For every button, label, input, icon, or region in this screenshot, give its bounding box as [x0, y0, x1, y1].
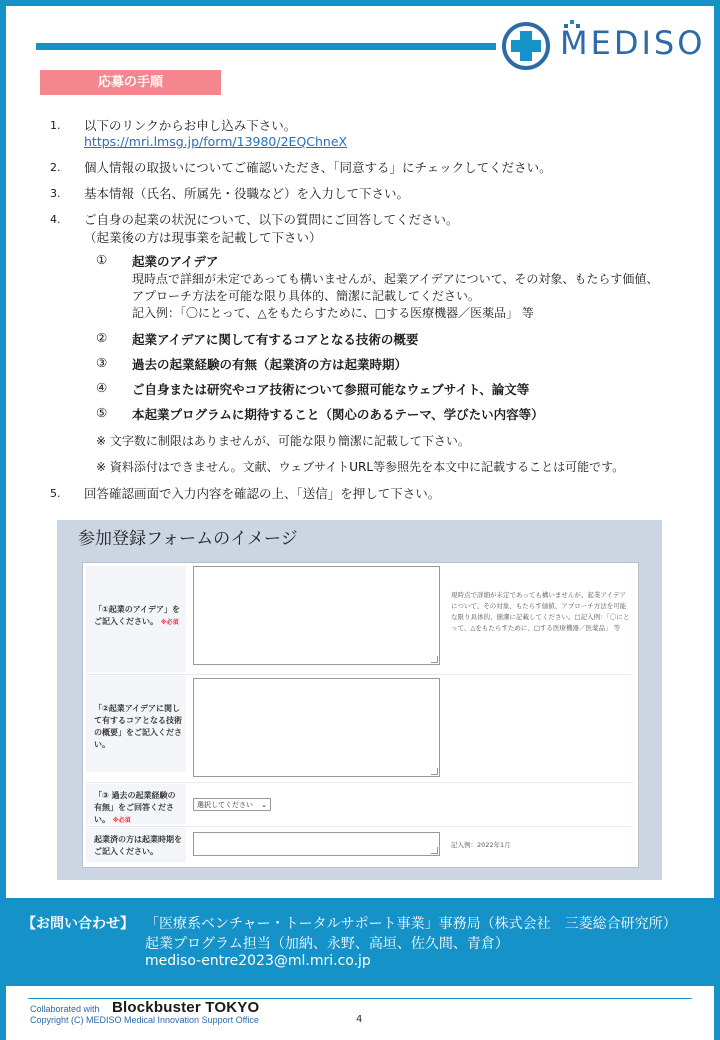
question-number: ②	[96, 330, 108, 345]
step-number: 2.	[50, 161, 61, 174]
section-label: 応募の手順	[40, 70, 221, 95]
header-bar	[36, 43, 496, 50]
step-text: （起業後の方は現事業を記載して下さい）	[84, 230, 322, 245]
step-number: 1.	[50, 119, 61, 132]
step-number: 3.	[50, 187, 61, 200]
contact-email[interactable]: mediso-entre2023@ml.mri.co.jp	[145, 953, 371, 969]
logo-text: MEDISO	[560, 24, 706, 62]
copyright: Copyright (C) MEDISO Medical Innovation Support Office	[30, 1015, 259, 1025]
contact-label: 【お問い合わせ】	[22, 916, 134, 932]
idea-hint: 現時点で詳細が未定であっても構いませんが、起業アイデアについて、その対象、もたらす価値、アプローチ方法を可能な限り具体的、簡潔に記載してください。□記入例：「〇にとって、△をもたらすために、□する医療機器／医薬品」 等	[451, 591, 630, 632]
blockbuster-tokyo-logo: Blockbuster TOKYO	[112, 999, 260, 1016]
contact-office: 「医療系ベンチャー・トータルサポート事業」事務局（株式会社 三菱総合研究所）	[145, 916, 677, 932]
question-detail: 記入例：「〇にとって、△をもたらすために、□する医療機器／医薬品」 等	[132, 306, 534, 320]
form-label-founding-date: 起業済の方は起業時期をご記入ください。	[94, 835, 182, 856]
step-text: 回答確認画面で入力内容を確認の上、「送信」を押して下さい。	[84, 486, 441, 501]
form-label-experience: 「③ 過去の起業経験の有無」をご回答ください。 ※必須	[94, 791, 176, 824]
step-text: ご自身の起業の状況について、以下の質問にご回答してください。	[84, 212, 459, 227]
note: ※ 資料添付はできません。文献、ウェブサイトURL等参照先を本文中に記載することは可能です。	[96, 460, 625, 474]
form-label-idea: 「①起業のアイデア」をご記入ください。 ※必須	[94, 605, 181, 626]
step-number: 5.	[50, 487, 61, 500]
core-tech-textarea[interactable]	[193, 678, 440, 777]
step-text: 個人情報の取扱いについてご確認いただき、「同意する」にチェックしてください。	[84, 160, 552, 175]
question-number: ④	[96, 380, 108, 395]
page-number: 4	[356, 1014, 363, 1025]
contact-staff: 起業プログラム担当（加納、永野、高垣、佐久間、青倉）	[145, 936, 509, 952]
chevron-down-icon: ⌄	[261, 801, 267, 809]
question-number: ③	[96, 355, 108, 370]
step-number: 4.	[50, 213, 61, 226]
question-title: 本起業プログラムに期待すること（関心のあるテーマ、学びたい内容等）	[132, 407, 544, 422]
idea-textarea[interactable]	[193, 566, 440, 665]
question-title: 起業のアイデア	[132, 254, 219, 269]
question-number: ①	[96, 252, 108, 267]
step-text: 以下のリンクからお申し込み下さい。	[84, 118, 297, 133]
form-label-core-tech: 「②起業アイデアに関して有するコアとなる技術の概要」をご記入ください。	[94, 704, 182, 749]
collab-text: Collaborated with	[30, 1004, 100, 1014]
founding-date-hint: 記入例：2022年1月	[451, 841, 511, 849]
experience-select[interactable]: 選択してください ⌄	[193, 798, 271, 811]
question-title: ご自身または研究やコア技術について参照可能なウェブサイト、論文等	[132, 382, 530, 397]
step-text: 基本情報（氏名、所属先・役職など）を入力して下さい。	[84, 186, 410, 201]
question-title: 起業アイデアに関して有するコアとなる技術の概要	[132, 332, 419, 347]
question-number: ⑤	[96, 405, 108, 420]
form-title: 参加登録フォームのイメージ	[78, 529, 298, 549]
founding-date-input[interactable]	[193, 832, 440, 856]
row-divider	[86, 674, 633, 675]
question-detail: 現時点で詳細が未定であっても構いませんが、起業アイデアについて、その対象、もたらす価値、	[132, 272, 659, 286]
question-detail: アプローチ方法を可能な限り具体的、簡潔に記載してください。	[132, 289, 481, 303]
question-title: 過去の起業経験の有無（起業済の方は起業時期）	[132, 357, 408, 372]
note: ※ 文字数に制限はありませんが、可能な限り簡潔に記載して下さい。	[96, 434, 470, 448]
contact-box	[0, 898, 720, 986]
row-divider	[86, 826, 633, 827]
application-link[interactable]: https://mri.lmsg.jp/form/13980/2EQChneX	[84, 134, 348, 149]
row-divider	[86, 782, 633, 783]
